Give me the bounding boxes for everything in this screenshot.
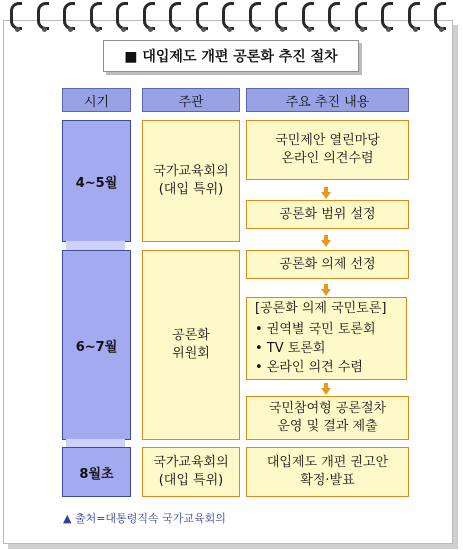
- organizer-line: 공론화: [172, 328, 210, 343]
- header-content: 주요 추진 내용: [246, 88, 409, 112]
- source-caption: [63, 510, 226, 526]
- step-scope-setting: 공론화 범위 설정: [246, 200, 409, 229]
- forum-item: • 권역별 국민 토론회: [255, 322, 376, 337]
- step-final-recommendation: [246, 447, 409, 497]
- header-period: 시기: [62, 88, 131, 112]
- binding-ring-icon: [328, 2, 340, 30]
- triangle-icon: ▲: [63, 512, 72, 525]
- binding-ring-icon: [408, 2, 420, 30]
- organizer-national-education-council: [142, 120, 240, 242]
- step-agenda-selection: 공론화 의제 선정: [246, 250, 409, 279]
- step-line: 운영 및 결과 제출: [277, 419, 378, 434]
- step-public-forum: [246, 297, 407, 380]
- binding-ring-icon: [63, 2, 75, 30]
- step-participatory-deliberation: [246, 396, 409, 440]
- binding-ring-icon: [169, 2, 181, 30]
- organizer-line: 위원회: [172, 346, 210, 361]
- step-line: 온라인 의견수렴: [281, 151, 374, 166]
- binding-ring-icon: [10, 2, 22, 30]
- forum-heading: [공론화 의제 국민토론]: [255, 301, 387, 316]
- binding-ring-icon: [222, 2, 234, 30]
- binding-ring-icon: [249, 2, 261, 30]
- binding-ring-icon: [302, 2, 314, 30]
- organizer-line: (대입 특위): [158, 182, 224, 197]
- down-arrow-icon: [321, 240, 331, 247]
- period-connector: [66, 439, 125, 447]
- binding-ring-icon: [196, 2, 208, 30]
- step-public-proposal: [246, 120, 409, 180]
- organizer-line: (대입 특위): [158, 473, 224, 488]
- binding-ring-icon: [116, 2, 128, 30]
- organizer-public-deliberation-committee: [142, 250, 240, 440]
- forum-item: • 온라인 의견 수렴: [255, 360, 363, 375]
- forum-item: • TV 토론회: [255, 341, 326, 356]
- page-title: ■ 대입제도 개편 공론화 추진 절차: [103, 40, 359, 72]
- down-arrow-icon: [321, 192, 331, 199]
- step-line: 대입제도 개편 권고안: [266, 455, 389, 470]
- down-arrow-icon: [321, 289, 331, 296]
- period-connector: [66, 241, 125, 250]
- organizer-line: 국가교육회의: [153, 164, 229, 179]
- down-arrow-icon: [321, 388, 331, 395]
- organizer-line: 국가교육회의: [153, 455, 229, 470]
- binding-ring-icon: [355, 2, 367, 30]
- spiral-binding: [0, 0, 463, 32]
- binding-ring-icon: [381, 2, 393, 30]
- header-organizer: 주관: [142, 88, 240, 112]
- step-line: 국민제안 열린마당: [275, 133, 380, 148]
- binding-ring-icon: [434, 2, 446, 30]
- binding-ring-icon: [143, 2, 155, 30]
- step-line: 국민참여형 공론절차: [268, 401, 387, 416]
- period-apr-may: 4~5월: [62, 120, 131, 242]
- binding-ring-icon: [90, 2, 102, 30]
- period-jun-jul: 6~7월: [62, 250, 131, 440]
- period-early-aug: 8월초: [62, 447, 131, 497]
- step-line: 확정·발표: [300, 473, 355, 488]
- source-text: 출처=대통령직속 국가교육회의: [74, 512, 226, 525]
- organizer-national-education-council: [142, 447, 240, 497]
- binding-ring-icon: [275, 2, 287, 30]
- binding-ring-icon: [37, 2, 49, 30]
